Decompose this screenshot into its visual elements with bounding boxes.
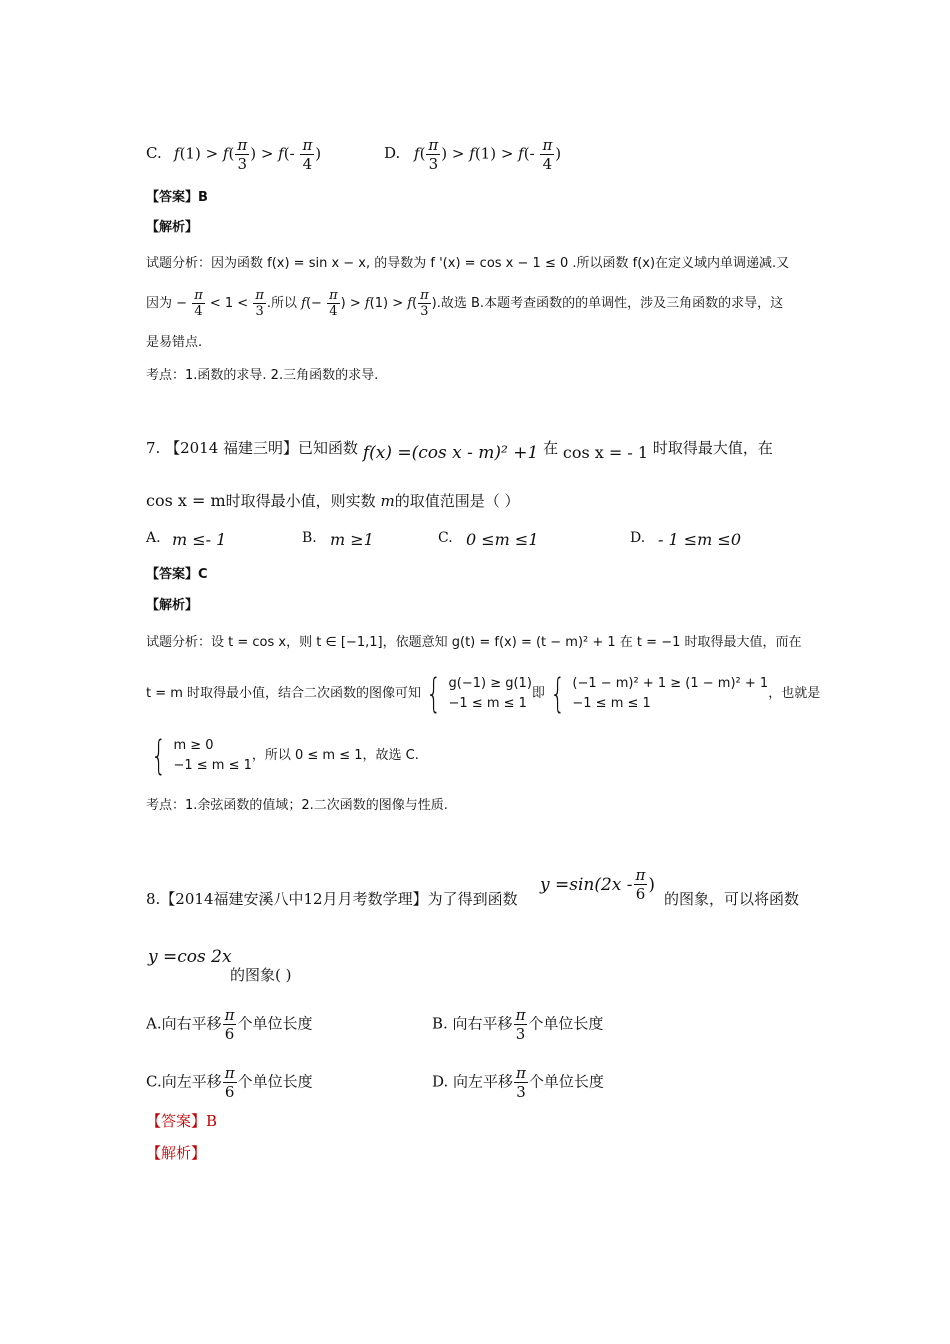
q7-system-3-row-2: −1 ≤ m ≤ 1 [173,758,252,773]
q6-analysis-line-2-pre: 因为 [146,296,173,311]
q6-option-d-label: D. [384,144,401,162]
q8-stem-1-end: 的图象，可以将函数 [664,890,800,908]
q7-system-2-row-1: (−1 − m)² + 1 ≥ (1 − m)² + 1 [572,676,769,691]
q8-stem-2-text: 的图象( ) [230,966,292,984]
q7-analysis-line-2 [146,672,840,716]
q6-analysis-heading: 【解析】 [146,220,199,235]
q7-var-m: m [380,492,395,510]
q8-formula-cos: y =cos 2x [148,947,232,967]
q7-analysis-heading: 【解析】 [146,598,199,613]
q6-analysis-line-3: 是易错点. [146,335,203,350]
left-brace-icon: { [151,733,167,779]
q7-option-c-label: C. [438,530,453,546]
q8-option-b-fraction: $\frac{\pi}{3}$ [515,1006,526,1043]
q7-stem-line-2 [146,490,840,512]
q8-option-a-fraction: $\frac{\pi}{6}$ [224,1006,235,1043]
q8-options-row-1 [146,998,840,1043]
q7-system-1-row-2: −1 ≤ m ≤ 1 [448,696,527,711]
q8-formula-sin: y =sin(2x - $\frac{\pi}{6}$ ) [540,866,656,903]
q7-system-2 [545,671,769,717]
q8-option-b-unit: 个单位长度 [528,1014,604,1033]
q7-answer: 【答案】C [146,567,208,582]
q8-answer: 【答案】B [146,1112,218,1130]
q7-analysis-3: ，所以 0 ≤ m ≤ 1，故选 C. [251,748,419,763]
q7-key-points: 考点：1.余弦函数的值域；2.二次函数的图像与性质. [146,798,448,813]
q7-option-a: m ≤- 1 [172,530,227,549]
q7-stem-1-text: 7. 【2014 福建三明】已知函数 [146,439,359,457]
q7-stem-line-1 [146,437,840,471]
q7-stem-2-text: 时取得最小值，则实数 [225,492,376,510]
q8-option-d-fraction: $\frac{\pi}{3}$ [516,1064,526,1101]
q8-option-d-unit: 个单位长度 [528,1072,604,1091]
q7-option-a-label: A. [146,530,161,546]
q6-analysis-line-2 [146,288,840,328]
q8-option-a-unit: 个单位长度 [237,1014,313,1033]
q6-option-c-label: C. [146,144,162,162]
q7-option-d: - 1 ≤m ≤0 [658,530,742,549]
q7-option-d-label: D. [630,530,646,546]
q7-analysis-2c: ，也就是 [768,686,821,701]
q7-system-2-row-2: −1 ≤ m ≤ 1 [572,696,651,711]
q8-option-b [432,1006,603,1043]
q7-function-formula: f(x) =(cos x - m)² +1 [362,443,539,463]
q8-option-a-label: A.向右平移 [146,1014,222,1033]
q8-option-c-unit: 个单位长度 [237,1072,313,1091]
q8-option-c-label: C.向左平移 [146,1072,222,1091]
q6-options-row [146,136,840,176]
q7-option-c: 0 ≤m ≤1 [466,530,539,549]
q7-analysis-2b: 即 [531,686,545,701]
q8-option-d-label: D. 向左平移 [432,1072,514,1091]
q8-stem-1-text: 8.【2014福建安溪八中12月月考数学理】为了得到函数 [146,890,518,908]
q7-analysis-line-3 [146,734,840,778]
q6-inequality-formula: − $\frac{\pi}{4}$ < 1 < $\frac{\pi}{3}$ .所以 f(− $\frac{\pi}{4}$ ) > f(1) > f( $\frac{\pi}{3}$ ) [172,288,437,319]
q8-stem-line-1 [146,864,840,914]
q7-cos-equal-minus-one: cos x = - 1 [562,443,649,462]
q7-system-1-row-1: g(−1) ≥ g(1) [448,676,532,691]
q6-key-points: 考点：1.函数的求导. 2.三角函数的求导. [146,368,379,383]
q7-stem-1-mid: 在 [543,439,559,457]
q7-system-1 [421,671,532,717]
q7-analysis-2a: t = m 时取得最小值，结合二次函数的图像可知 [146,686,422,701]
q7-option-b-label: B. [302,530,317,546]
q6-option-c-formula: f(1) > f( $\frac{\pi}{3}$ ) > f(- $\frac{\pi}{4}$ ) [174,136,322,173]
left-brace-icon: { [426,671,442,717]
q8-option-c [146,1064,313,1101]
q7-cos-equal-m: cos x = m [146,491,226,510]
q7-option-b: m ≥1 [330,530,374,549]
q8-option-c-fraction: $\frac{\pi}{6}$ [224,1064,235,1101]
q8-option-a [146,1006,312,1043]
q8-stem-line-2 [146,946,840,986]
q8-formula-sin-text: y =sin(2x - [540,874,633,895]
q6-analysis-line-1: 试题分析：因为函数 f(x) = sin x − x, 的导数为 f '(x) = cos x − 1 ≤ 0 .所以函数 f(x)在定义域内单调递减.又 [146,256,790,271]
q6-answer: 【答案】B [146,190,208,205]
q8-option-b-label: B. 向右平移 [432,1014,513,1033]
q8-option-d [432,1064,604,1101]
left-brace-icon: { [550,671,566,717]
q7-analysis-line-1: 试题分析：设 t = cos x，则 t ∈ [−1,1]，依题意知 g(t) = f(x) = (t − m)² + 1 在 t = −1 时取得最大值，而在 [146,635,802,650]
q6-analysis-line-2-post: .故选 B.本题考查函数的的单调性，涉及三角函数的求导，这 [436,296,784,311]
q7-stem-2-end: 的取值范围是（ ） [394,492,520,510]
q6-option-d-formula: f( $\frac{\pi}{3}$ ) > f(1) > f(- $\frac{\pi}{4}$ ) [414,136,562,173]
q7-stem-1-end: 时取得最大值，在 [652,439,773,457]
q7-options-row [146,527,840,555]
q8-options-row-2 [146,1056,840,1101]
q7-system-3-row-1: m ≥ 0 [173,738,214,753]
q8-analysis-heading: 【解析】 [146,1144,207,1162]
q7-system-3 [146,733,252,779]
q8-fraction-pi-6: $\frac{\pi}{6}$ [635,866,646,903]
